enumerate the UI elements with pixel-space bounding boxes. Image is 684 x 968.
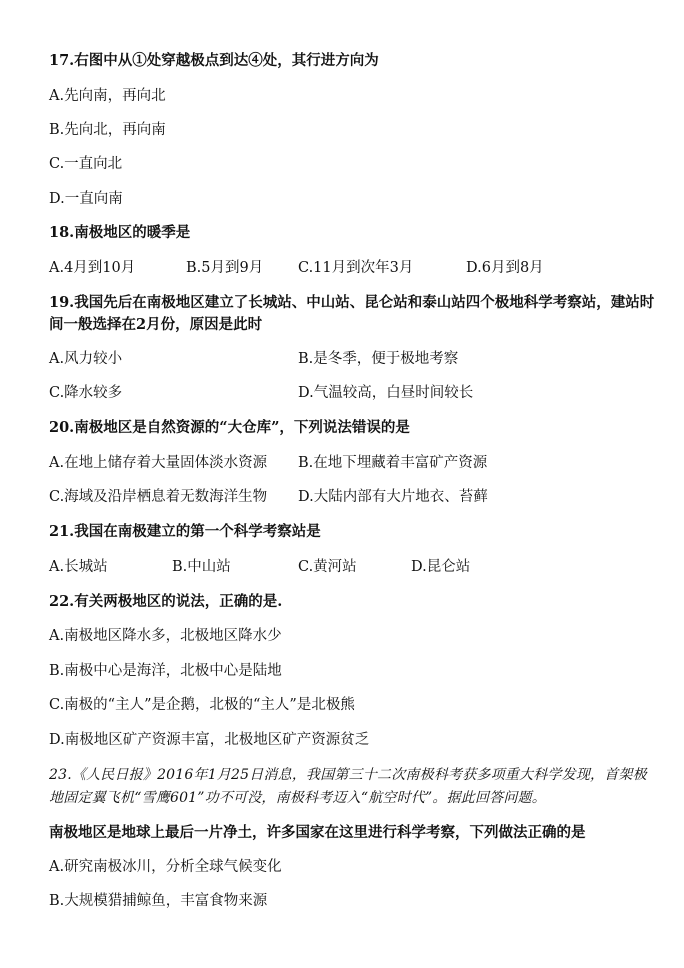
question-22-option-d: D.南极地区矿产资源丰富，北极地区矿产资源贫乏: [49, 732, 370, 748]
question-18-option-b: B.5月到9月: [186, 260, 264, 276]
question-17-stem: 17.右图中从①处穿越极点到达④处，其行进方向为: [49, 52, 379, 69]
question-19-stem-line2: 间一般选择在2月份，原因是此时: [49, 316, 263, 333]
question-23-option-b: B.大规模猎捕鲸鱼，丰富食物来源: [49, 893, 268, 909]
question-22-stem: 22.有关两极地区的说法，正确的是.: [49, 593, 283, 610]
question-19-option-b: B.是冬季，便于极地考察: [298, 351, 459, 367]
question-19-stem-line1: 19.我国先后在南极地区建立了长城站、中山站、昆仑站和泰山站四个极地科学考察站，建站时: [49, 294, 655, 311]
question-17-option-c: C.一直向北: [49, 156, 123, 172]
question-22-option-b: B.南极中心是海洋，北极中心是陆地: [49, 663, 282, 679]
question-20-option-b: B.在地下埋藏着丰富矿产资源: [298, 455, 488, 471]
question-17-option-a: A.先向南，再向北: [49, 88, 166, 104]
question-22-option-a: A.南极地区降水多，北极地区降水少: [49, 628, 282, 644]
question-21-stem: 21.我国在南极建立的第一个科学考察站是: [49, 523, 321, 540]
question-23-stem: 南极地区是地球上最后一片净土，许多国家在这里进行科学考察，下列做法正确的是: [49, 824, 586, 841]
question-22-option-c: C.南极的“主人”是企鹅，北极的“主人”是北极熊: [49, 697, 355, 713]
question-21-option-b: B.中山站: [172, 559, 231, 575]
question-17-option-d: D.一直向南: [49, 191, 123, 207]
question-18-option-a: A.4月到10月: [49, 260, 136, 276]
question-21-option-c: C.黄河站: [298, 559, 357, 575]
question-23-intro-line1: 23.《人民日报》2016年1月25日消息，我国第三十二次南极科考获多项重大科学发现，首架极: [49, 767, 647, 783]
question-18-option-d: D.6月到8月: [466, 260, 544, 276]
question-20-option-c: C.海域及沿岸栖息着无数海洋生物: [49, 489, 268, 505]
question-17-option-b: B.先向北，再向南: [49, 122, 166, 138]
question-19-option-a: A.风力较小: [49, 351, 123, 367]
question-20-stem: 20.南极地区是自然资源的“大仓库”，下列说法错误的是: [49, 419, 410, 436]
question-19-option-d: D.气温较高，白昼时间较长: [298, 385, 474, 401]
question-23-option-a: A.研究南极冰川，分析全球气候变化: [49, 859, 282, 875]
question-21-option-a: A.长城站: [49, 559, 108, 575]
question-20-option-d: D.大陆内部有大片地衣、苔藓: [298, 489, 488, 505]
question-23-intro-line2: 地固定翼飞机“雪鹰601”功不可没，南极科考迈入“航空时代”。据此回答问题。: [49, 790, 546, 806]
question-20-option-a: A.在地上储存着大量固体淡水资源: [49, 455, 268, 471]
question-19-option-c: C.降水较多: [49, 385, 123, 401]
question-21-option-d: D.昆仑站: [411, 559, 471, 575]
question-18-stem: 18.南极地区的暖季是: [49, 224, 191, 241]
question-18-option-c: C.11月到次年3月: [298, 260, 414, 276]
